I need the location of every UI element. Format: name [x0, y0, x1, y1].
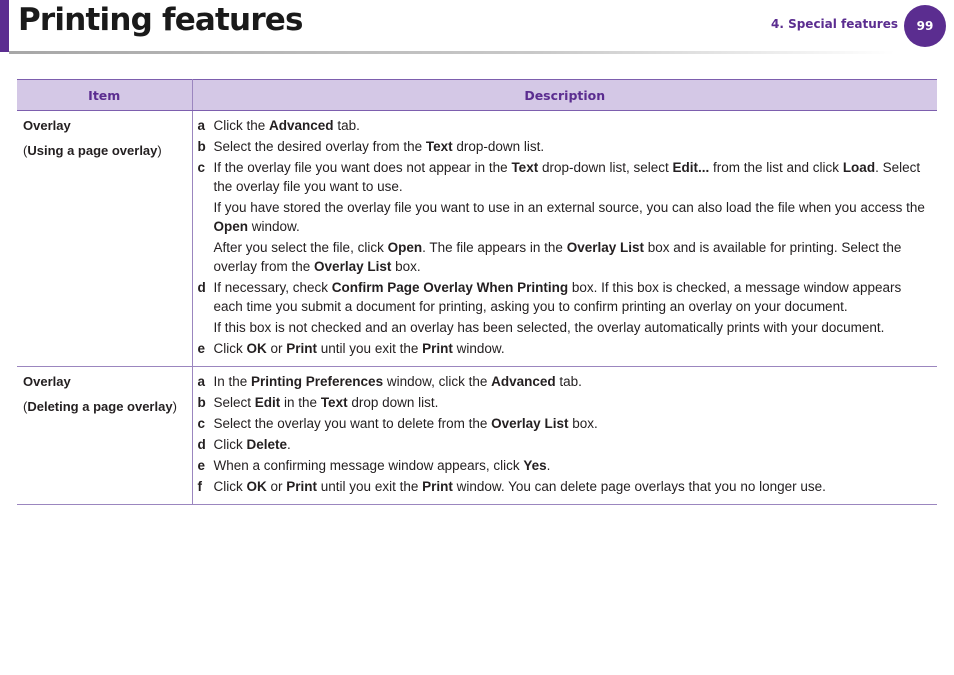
description-cell: [192, 367, 937, 505]
step-item: [198, 278, 930, 316]
step-text: In the Printing Preferences window, click the Advanced tab.: [213, 374, 582, 389]
item-cell: [17, 111, 192, 367]
description-cell: [192, 111, 937, 367]
step-text: If necessary, check Confirm Page Overlay When Printing box. If this box is checked, a message window appears each time you submit a document for printing, asking you to confirm printing an overlay on your document.: [213, 280, 902, 314]
column-header-item: Item: [17, 80, 192, 111]
step-item: [198, 435, 930, 454]
step-letter: e: [197, 458, 206, 473]
step-letter: f: [197, 479, 202, 494]
step-item: [198, 393, 930, 412]
step-item: [198, 137, 930, 156]
step-item: [198, 456, 930, 475]
step-letter: d: [197, 280, 206, 295]
step-letter: e: [197, 341, 206, 356]
item-subtitle: (Deleting a page overlay): [23, 399, 177, 414]
step-text: Click OK or Print until you exit the Print window. You can delete page overlays that you no longer use.: [213, 479, 826, 494]
step-letter: d: [197, 437, 206, 452]
step-item: [198, 339, 930, 358]
step-letter: b: [197, 139, 206, 154]
step-list: [198, 372, 930, 496]
step-text: If the overlay file you want does not appear in the Text drop-down list, select Edit... from the list and click Load. Select the overlay file you want to use.: [213, 160, 921, 194]
step-letter: b: [197, 395, 206, 410]
step-note: After you select the file, click Open. The file appears in the Overlay List box and is available for printing. Select the overlay from the Overlay List box.: [213, 240, 902, 274]
step-item: [198, 414, 930, 433]
table-row: [17, 111, 937, 367]
item-name: Overlay: [23, 374, 71, 389]
step-text: Click Delete.: [213, 437, 291, 452]
item-name: Overlay: [23, 118, 71, 133]
step-letter: c: [197, 160, 206, 175]
step-letter: a: [197, 374, 206, 389]
features-table: [17, 79, 937, 505]
step-letter: c: [197, 416, 206, 431]
page-number-badge: 99: [904, 5, 946, 47]
step-item: [198, 477, 930, 496]
step-text: Click OK or Print until you exit the Print window.: [213, 341, 505, 356]
step-item: [198, 158, 930, 196]
step-text: Select the desired overlay from the Text drop-down list.: [213, 139, 545, 154]
step-item: [198, 372, 930, 391]
step-list: [198, 116, 930, 358]
step-letter: a: [197, 118, 206, 133]
step-text: Click the Advanced tab.: [213, 118, 360, 133]
header-accent-bar: [0, 0, 9, 52]
header-divider: [9, 51, 895, 54]
table-header-row: [17, 80, 937, 111]
step-text: Select Edit in the Text drop down list.: [213, 395, 439, 410]
column-header-description: Description: [192, 80, 937, 111]
table-row: [17, 367, 937, 505]
step-item: [198, 116, 930, 135]
step-text: Select the overlay you want to delete from the Overlay List box.: [213, 416, 598, 431]
step-note: If this box is not checked and an overlay has been selected, the overlay automatically prints with your document.: [213, 320, 885, 335]
page-title: Printing features: [18, 2, 303, 38]
step-note: If you have stored the overlay file you want to use in an external source, you can also load the file when you access the Open window.: [213, 200, 925, 234]
step-text: When a confirming message window appears, click Yes.: [213, 458, 551, 473]
section-label: 4. Special features: [770, 17, 898, 31]
item-subtitle: (Using a page overlay): [23, 143, 162, 158]
item-cell: [17, 367, 192, 505]
